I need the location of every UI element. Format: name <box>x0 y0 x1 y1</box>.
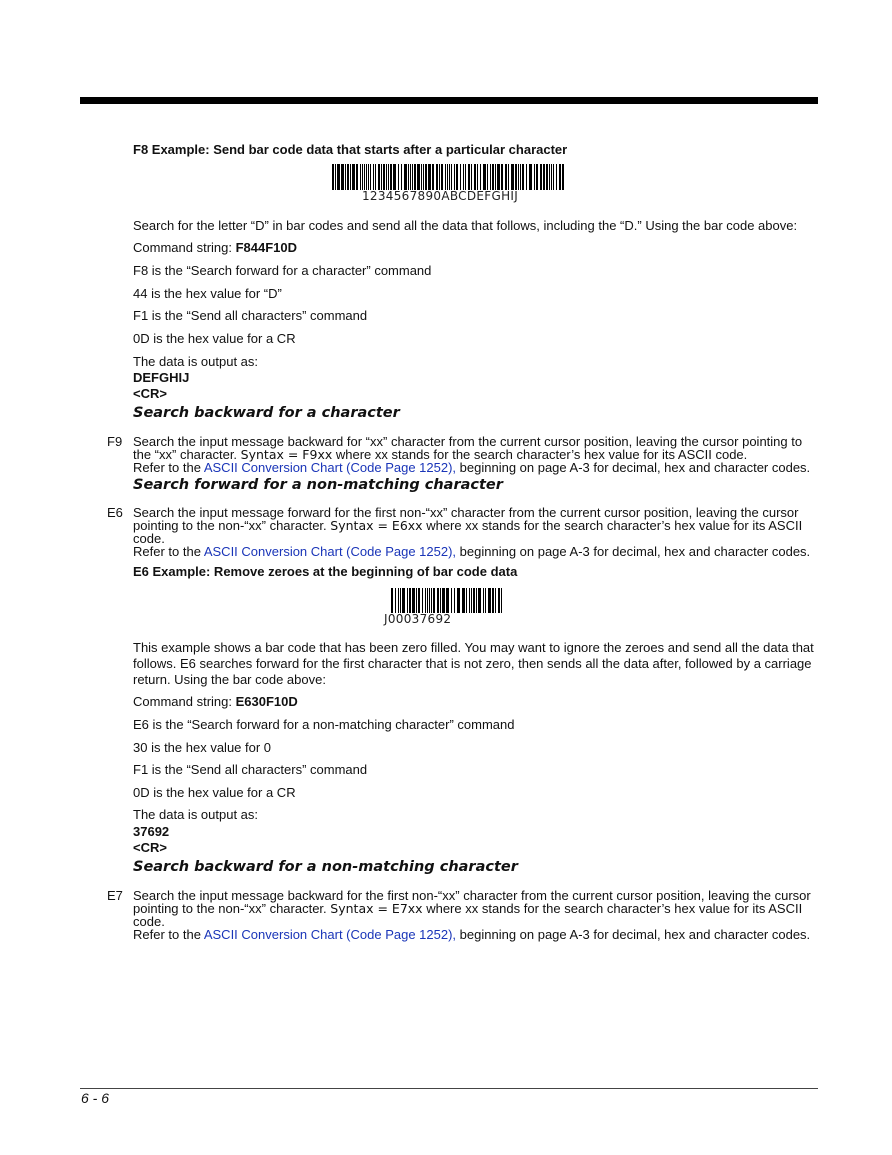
text-fragment: the “xx” character. <box>133 447 238 462</box>
f8-line: F1 is the “Send all characters” command <box>133 308 368 323</box>
barcode-bar <box>347 164 349 190</box>
barcode-bar <box>401 164 402 190</box>
syntax-text: Syntax = E6xx <box>330 518 423 533</box>
barcode-bar <box>480 164 481 190</box>
f8-output-value: <CR> <box>133 386 167 401</box>
syntax-text: Syntax = F9xx <box>240 447 333 462</box>
barcode-bar <box>468 164 470 190</box>
section-text: code. <box>133 531 165 546</box>
barcode-bar <box>457 588 460 613</box>
ascii-chart-link[interactable]: ASCII Conversion Chart (Code Page 1252), <box>203 544 457 559</box>
barcode-bar <box>350 164 351 190</box>
text-fragment: where xx stands for the search character’s hex value for its ASCII <box>426 518 803 533</box>
barcode-bar <box>454 164 455 190</box>
barcode-bar <box>375 164 376 190</box>
barcode-bar <box>471 164 472 190</box>
e6-command-line <box>133 694 298 709</box>
barcode-bar <box>433 588 435 613</box>
barcode-bar <box>366 164 367 190</box>
text-fragment: beginning on page A-3 for decimal, hex and character codes. <box>459 460 811 475</box>
barcode-bar <box>422 588 423 613</box>
text-fragment: where xx stands for the search character’s hex value for its ASCII code. <box>335 447 748 462</box>
barcode-bar <box>356 164 358 190</box>
command-label: Command string: <box>133 694 232 709</box>
barcode-bar <box>432 164 434 190</box>
section-text <box>133 518 802 533</box>
barcode-bar <box>488 588 491 613</box>
barcode-bar <box>495 164 496 190</box>
e6-output-value: 37692 <box>133 824 170 839</box>
barcode-bar <box>437 588 439 613</box>
barcode-bar <box>526 164 527 190</box>
text-fragment: Refer to the <box>133 544 201 559</box>
barcode-bar <box>540 164 542 190</box>
barcode-bar <box>551 164 552 190</box>
barcode-bar <box>341 164 344 190</box>
barcode-bar <box>495 588 496 613</box>
text-fragment: pointing to the non-“xx” character. <box>133 901 327 916</box>
barcode-bar <box>431 588 432 613</box>
barcode-bar <box>332 164 334 190</box>
barcode-bar <box>483 588 484 613</box>
syntax-text: Syntax = E7xx <box>330 901 423 916</box>
f8-output-label: The data is output as: <box>133 354 259 369</box>
barcode-caption: J00037692 <box>384 612 452 626</box>
barcode-bar <box>473 588 475 613</box>
barcode-bar <box>556 164 557 190</box>
reference-line <box>133 927 810 942</box>
barcode-bar <box>446 588 449 613</box>
e6-output-value: <CR> <box>133 840 167 855</box>
barcode-bar <box>395 588 396 613</box>
barcode-bar <box>483 164 486 190</box>
ascii-chart-link[interactable]: ASCII Conversion Chart (Code Page 1252), <box>203 927 457 942</box>
barcode-bar <box>378 164 380 190</box>
barcode-bar <box>520 164 521 190</box>
command-code: E7 <box>107 888 123 903</box>
barcode-bar <box>447 164 448 190</box>
barcode-bar <box>511 164 514 190</box>
f8-output-value: DEFGHIJ <box>133 370 190 385</box>
text-fragment: pointing to the non-“xx” character. <box>133 518 327 533</box>
barcode-bar <box>501 588 502 613</box>
barcode-bar <box>429 588 430 613</box>
e6-line: E6 is the “Search forward for a non-matching character” command <box>133 717 515 732</box>
barcode-bar <box>335 164 336 190</box>
barcode-bar <box>381 164 382 190</box>
barcode-bar <box>441 164 443 190</box>
barcode-bar <box>501 164 503 190</box>
barcode-bar <box>546 164 548 190</box>
barcode-bar <box>337 164 340 190</box>
barcode-bar <box>562 164 564 190</box>
barcode-bar <box>490 164 491 190</box>
section-heading: Search backward for a non-matching character <box>133 859 518 875</box>
barcode-bar <box>402 588 405 613</box>
e6-output-label: The data is output as: <box>133 807 259 822</box>
barcode-bar <box>543 164 545 190</box>
barcode-bar <box>345 164 346 190</box>
barcode-bar <box>407 588 408 613</box>
barcode-bar <box>497 164 500 190</box>
barcode-bar <box>474 164 476 190</box>
barcode-bar <box>440 588 441 613</box>
barcode-bar <box>536 164 538 190</box>
command-code: E6 <box>107 505 123 520</box>
section-text <box>133 901 802 916</box>
barcode-bar <box>549 164 550 190</box>
e6-line: F1 is the “Send all characters” command <box>133 762 368 777</box>
barcode-bar <box>451 588 452 613</box>
barcode-bar <box>553 164 554 190</box>
barcode-bar <box>423 164 424 190</box>
footer-rule <box>80 1088 818 1089</box>
barcode-bar <box>529 164 532 190</box>
barcode-bar <box>518 164 519 190</box>
barcode-bar <box>445 164 446 190</box>
barcode-bar <box>360 164 361 190</box>
e6-example-title: E6 Example: Remove zeroes at the beginning of bar code data <box>133 564 518 579</box>
command-value: E630F10D <box>235 694 298 709</box>
section-text: Search the input message backward for the first non-“xx” character from the current cursor position, leaving the cursor <box>133 888 811 903</box>
barcode-bar <box>383 164 385 190</box>
f8-intro: Search for the letter “D” in bar codes and send all the data that follows, including the “D.” Using the bar code above: <box>133 218 798 233</box>
reference-line <box>133 460 810 475</box>
barcode-caption: 1234567890ABCDEFGHIJ <box>362 189 519 203</box>
barcode-image <box>332 164 564 190</box>
section-text: code. <box>133 914 165 929</box>
barcode-bar <box>400 588 401 613</box>
barcode-bar <box>408 164 409 190</box>
barcode-bar <box>451 164 452 190</box>
text-fragment: where xx stands for the search character’s hex value for its ASCII <box>426 901 803 916</box>
barcode-bar <box>515 164 517 190</box>
barcode-bar <box>460 164 461 190</box>
f8-example-title: F8 Example: Send bar code data that starts after a particular character <box>133 142 568 157</box>
command-value: F844F10D <box>235 240 298 255</box>
barcode-bar <box>449 164 450 190</box>
barcode-bar <box>368 164 369 190</box>
e6-line: 0D is the hex value for a CR <box>133 785 296 800</box>
barcode-bar <box>466 588 467 613</box>
f8-command-line <box>133 240 297 255</box>
barcode-bar <box>410 164 411 190</box>
f8-line: 44 is the hex value for “D” <box>133 286 282 301</box>
barcode-bar <box>391 588 393 613</box>
barcode-bar <box>398 164 399 190</box>
barcode-bar <box>436 164 438 190</box>
e6-line: 30 is the hex value for 0 <box>133 740 272 755</box>
barcode-bar <box>364 164 365 190</box>
barcode-bar <box>373 164 374 190</box>
barcode-bar <box>498 588 500 613</box>
command-code: F9 <box>107 434 123 449</box>
text-fragment: Refer to the <box>133 460 201 475</box>
barcode-bar <box>417 164 420 190</box>
barcode-bar <box>388 164 389 190</box>
barcode-bar <box>412 588 415 613</box>
header-rule <box>80 97 818 104</box>
barcode-bar <box>412 164 413 190</box>
f8-line: F8 is the “Search forward for a character” command <box>133 263 432 278</box>
barcode-bar <box>362 164 363 190</box>
e6-intro-line: return. Using the bar code above: <box>133 672 326 687</box>
barcode-bar <box>462 588 465 613</box>
barcode-bar <box>398 588 399 613</box>
barcode-bar <box>465 164 466 190</box>
barcode-bar <box>439 164 440 190</box>
barcode-bar <box>370 164 371 190</box>
barcode-bar <box>469 588 470 613</box>
barcode-bar <box>456 164 458 190</box>
barcode-bar <box>416 588 417 613</box>
page-number: 6 - 6 <box>81 1090 110 1106</box>
barcode-bar <box>522 164 524 190</box>
barcode-bar <box>485 588 486 613</box>
text-fragment: beginning on page A-3 for decimal, hex and character codes. <box>459 544 811 559</box>
barcode-bar <box>414 164 416 190</box>
barcode-bar <box>409 588 411 613</box>
barcode-image <box>391 588 504 613</box>
barcode-bar <box>559 164 561 190</box>
barcode-bar <box>425 164 427 190</box>
e6-intro-line: follows. E6 searches forward for the first character that is not zero, then sends all the data after, followed by a carriage <box>133 656 812 671</box>
barcode-bar <box>471 588 472 613</box>
barcode-bar <box>487 164 488 190</box>
barcode-bar <box>428 164 431 190</box>
barcode-bar <box>352 164 355 190</box>
section-text: Search the input message forward for the first non-“xx” character from the current cursor position, leaving the cursor <box>133 505 799 520</box>
barcode-bar <box>418 588 420 613</box>
barcode-bar <box>427 588 428 613</box>
barcode-bar <box>425 588 426 613</box>
barcode-bar <box>404 164 407 190</box>
text-fragment: beginning on page A-3 for decimal, hex and character codes. <box>459 927 811 942</box>
barcode-bar <box>421 164 422 190</box>
barcode-bar <box>477 164 478 190</box>
barcode-bar <box>442 588 445 613</box>
barcode-bar <box>492 588 494 613</box>
barcode-bar <box>393 164 396 190</box>
barcode-bar <box>386 164 387 190</box>
e6-intro-line: This example shows a bar code that has been zero filled. You may want to ignore the zeroes and send all the data that <box>133 640 814 655</box>
section-heading: Search forward for a non-matching character <box>133 477 503 493</box>
barcode-bar <box>534 164 535 190</box>
section-heading: Search backward for a character <box>133 405 400 421</box>
reference-line <box>133 544 810 559</box>
barcode-bar <box>492 164 494 190</box>
barcode-bar <box>505 164 507 190</box>
barcode-bar <box>463 164 464 190</box>
text-fragment: Refer to the <box>133 927 201 942</box>
f8-line: 0D is the hex value for a CR <box>133 331 296 346</box>
barcode-bar <box>476 588 477 613</box>
ascii-chart-link[interactable]: ASCII Conversion Chart (Code Page 1252), <box>203 460 457 475</box>
barcode-bar <box>478 588 481 613</box>
section-text: Search the input message backward for “xx” character from the current cursor position, leaving the cursor pointing to <box>133 434 803 449</box>
command-label: Command string: <box>133 240 232 255</box>
barcode-bar <box>390 164 392 190</box>
barcode-bar <box>454 588 455 613</box>
barcode-bar <box>508 164 509 190</box>
